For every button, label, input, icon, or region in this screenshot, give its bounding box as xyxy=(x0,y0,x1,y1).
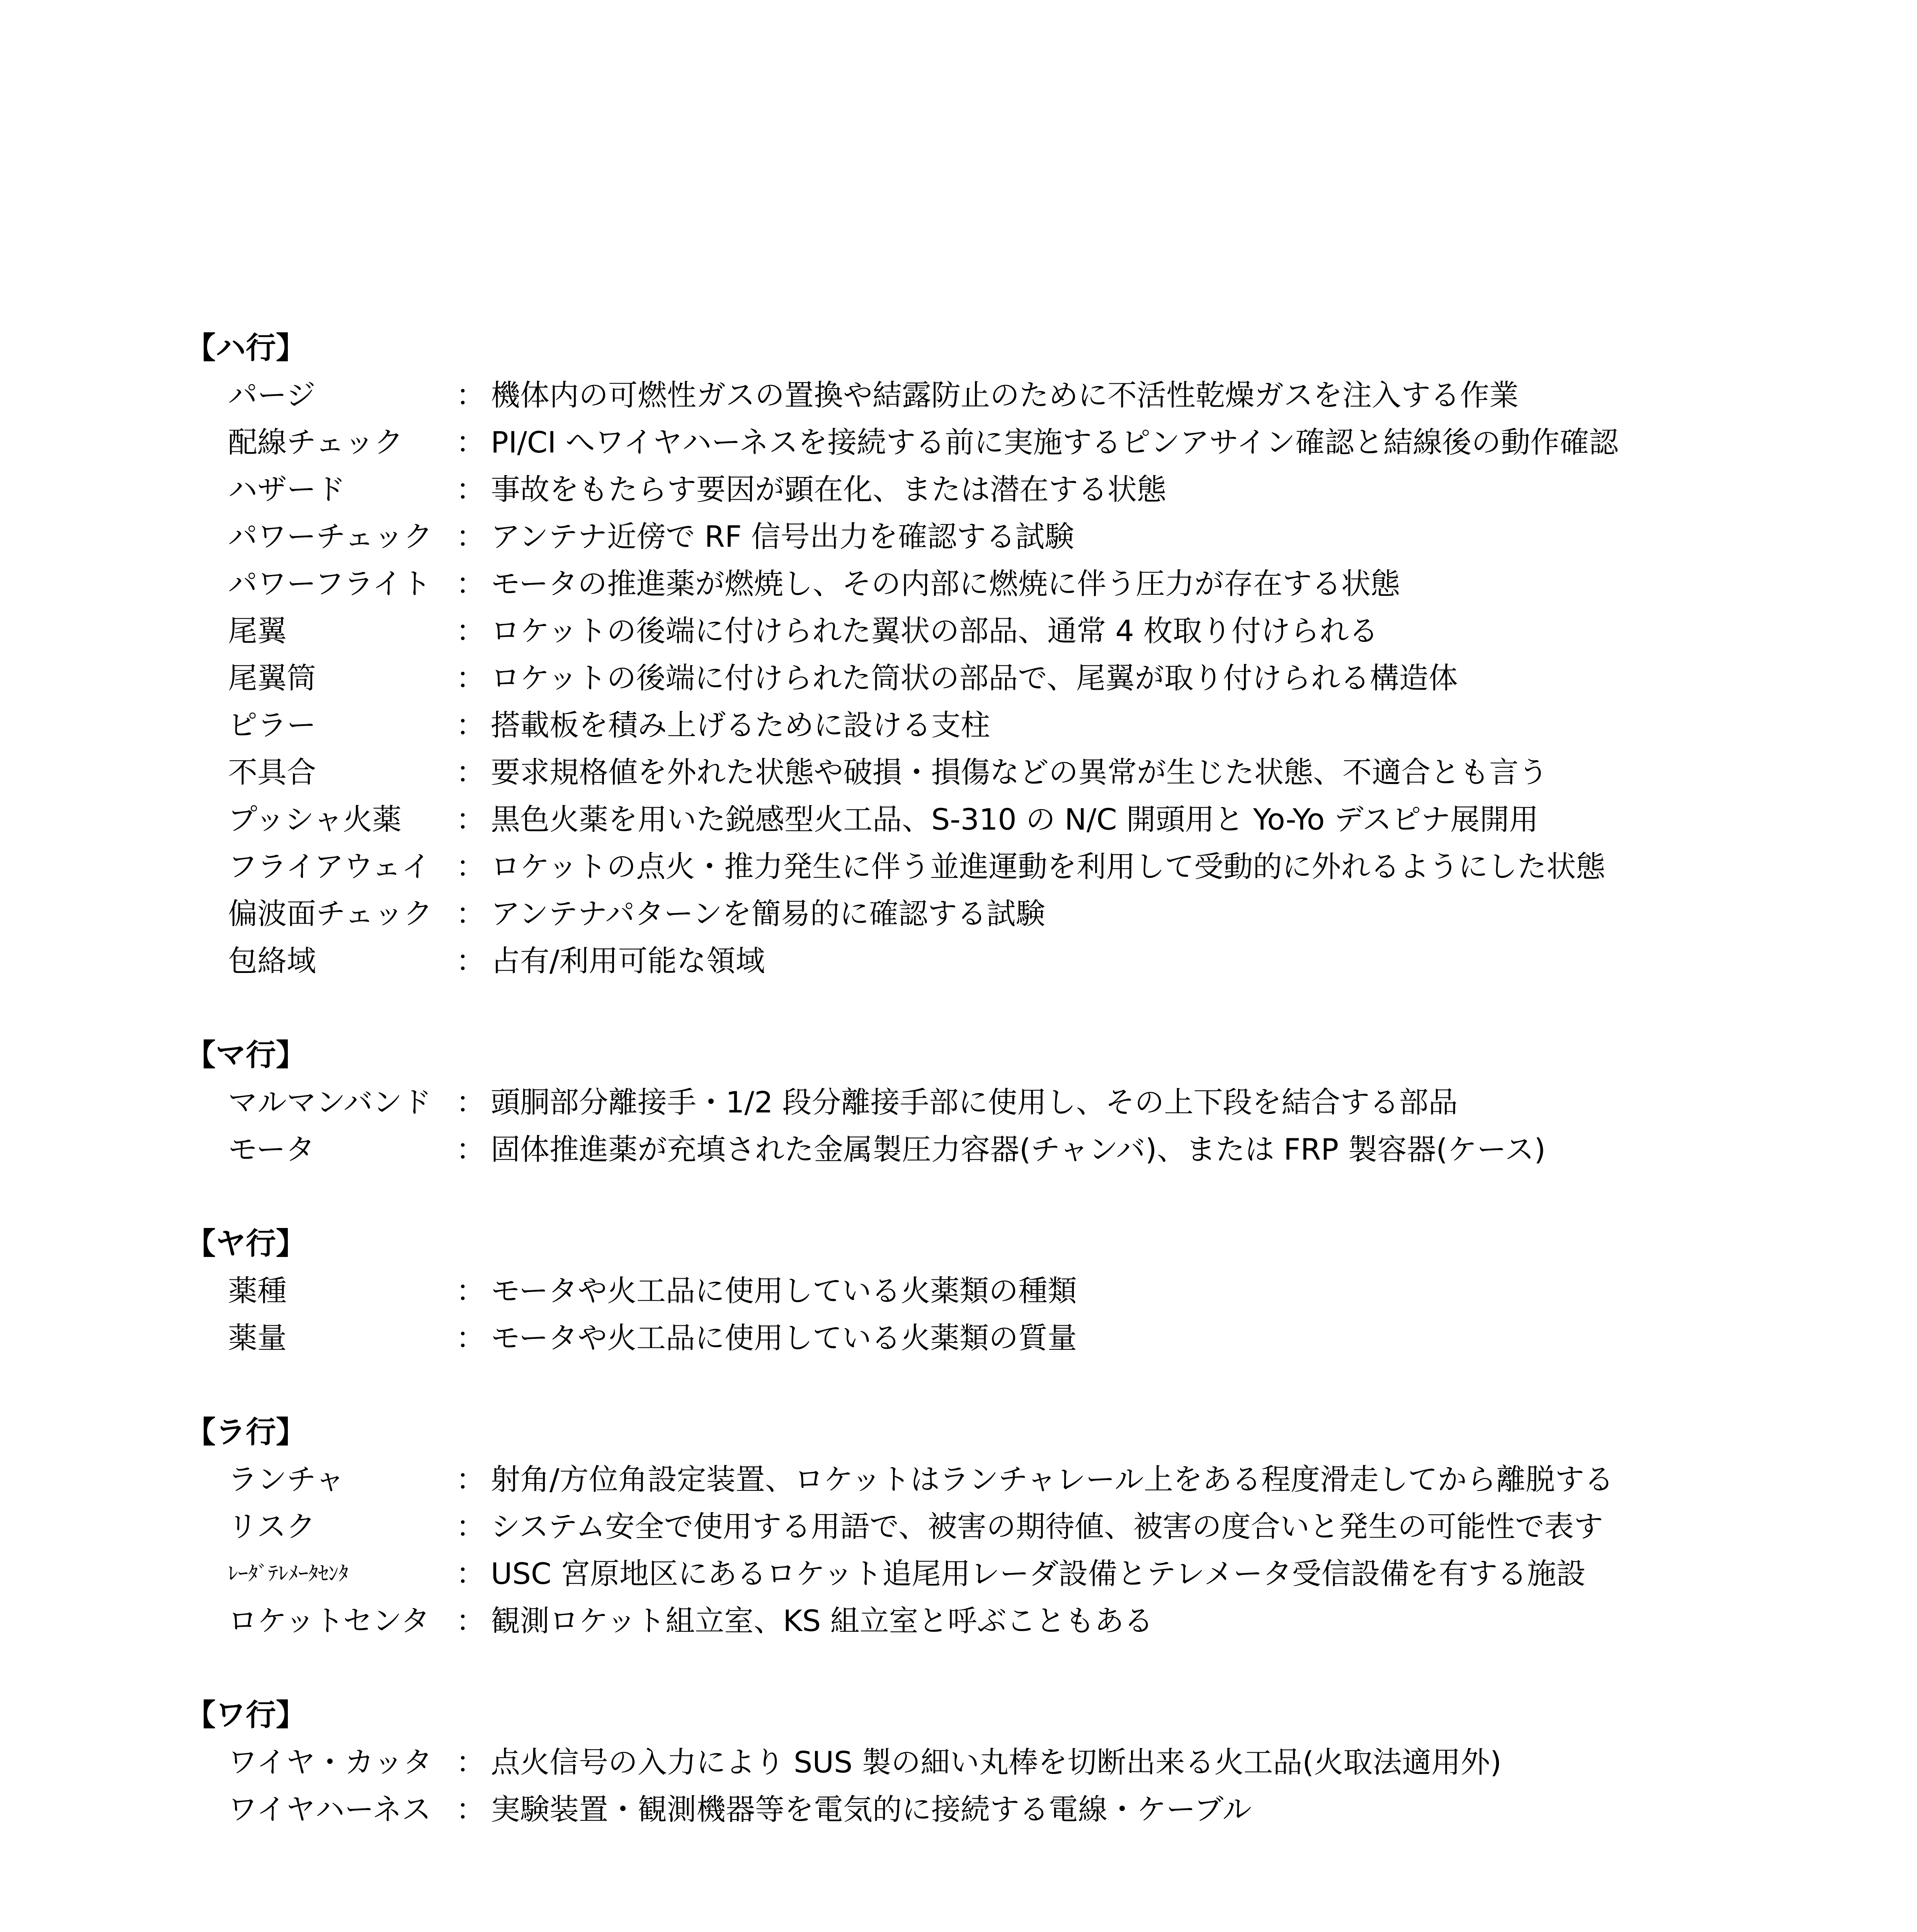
entry-definition: 点火信号の入力により SUS 製の細い丸棒を切断出来る火工品(火取法適用外) xyxy=(491,1745,1502,1779)
entry-term: 尾翼筒 xyxy=(228,661,316,695)
entry-term: ハザード xyxy=(228,472,345,507)
entry-definition: アンテナ近傍で RF 信号出力を確認する試験 xyxy=(491,519,1074,554)
section-heading: 【ラ行】 xyxy=(185,1415,306,1450)
entry-separator: ： xyxy=(456,378,485,412)
entry-definition: 機体内の可燃性ガスの置換や結露防止のために不活性乾燥ガスを注入する作業 xyxy=(491,378,1519,412)
section-wa-gyou xyxy=(185,1692,1770,1833)
entry-separator: ： xyxy=(456,1274,485,1308)
entry-separator: ： xyxy=(456,614,485,648)
entry-definition: 搭載板を積み上げるために設ける支柱 xyxy=(491,708,990,742)
entry-definition: 実験装置・観測機器等を電気的に接続する電線・ケーブル xyxy=(491,1792,1252,1827)
section-heading: 【ヤ行】 xyxy=(185,1226,306,1261)
glossary-entry xyxy=(185,749,1770,796)
entry-definition: 事故をもたらす要因が顕在化、または潜在する状態 xyxy=(491,472,1166,507)
entry-definition: 黒色火薬を用いた鋭感型火工品、S-310 の N/C 開頭用と Yo-Yo デスピナ展開用 xyxy=(491,802,1539,837)
section-heading: 【ワ行】 xyxy=(185,1698,306,1733)
glossary-entry xyxy=(185,607,1770,655)
glossary-entry xyxy=(185,513,1770,560)
entry-separator: ： xyxy=(456,1132,485,1167)
entry-separator: ： xyxy=(456,755,485,789)
glossary-entry xyxy=(185,419,1770,466)
entry-term: 包絡域 xyxy=(228,944,316,978)
entry-separator: ： xyxy=(456,1556,485,1591)
entry-definition: アンテナパターンを簡易的に確認する試験 xyxy=(491,896,1045,931)
entry-definition: ロケットの点火・推力発生に伴う並進運動を利用して受動的に外れるようにした状態 xyxy=(491,849,1606,884)
entry-definition: モータや火工品に使用している火薬類の質量 xyxy=(491,1321,1077,1355)
entry-definition: 固体推進薬が充填された金属製圧力容器(チャンバ)、または FRP 製容器(ケース) xyxy=(491,1132,1546,1167)
entry-separator: ： xyxy=(456,708,485,742)
glossary-entry xyxy=(185,1079,1770,1126)
entry-separator: ： xyxy=(456,1085,485,1119)
entry-term: 薬量 xyxy=(228,1321,287,1355)
entry-definition: 占有/利用可能な領域 xyxy=(491,944,765,978)
glossary-entry xyxy=(185,655,1770,702)
entry-definition: PI/CI へワイヤハーネスを接続する前に実施するピンアサイン確認と結線後の動作確認 xyxy=(491,425,1619,459)
entry-separator: ： xyxy=(456,1509,485,1544)
entry-term: 不具合 xyxy=(228,755,316,789)
entry-term: ピラー xyxy=(228,708,316,742)
entry-term: パージ xyxy=(228,378,316,412)
entry-term: ワイヤハーネス xyxy=(228,1792,431,1827)
glossary-content xyxy=(185,325,1770,1880)
entry-term: パワーフライト xyxy=(228,566,431,601)
entry-definition: USC 宮原地区にあるロケット追尾用レーダ設備とテレメータ受信設備を有する施設 xyxy=(491,1556,1586,1591)
glossary-entry xyxy=(185,890,1770,937)
glossary-entry xyxy=(185,1739,1770,1786)
entry-separator: ： xyxy=(456,896,485,931)
entry-separator: ： xyxy=(456,1462,485,1497)
entry-definition: 観測ロケット組立室、KS 組立室と呼ぶこともある xyxy=(491,1604,1153,1638)
entry-term: フライアウェイ xyxy=(228,849,431,884)
glossary-entry xyxy=(185,1267,1770,1315)
section-ha-gyou xyxy=(185,325,1770,985)
glossary-entry xyxy=(185,1786,1770,1833)
entry-definition: ロケットの後端に付けられた筒状の部品で、尾翼が取り付けられる構造体 xyxy=(491,661,1458,695)
glossary-entry xyxy=(185,372,1770,419)
glossary-entry xyxy=(185,1456,1770,1503)
entry-term: パワーチェック xyxy=(228,519,433,554)
entry-definition: 射角/方位角設定装置、ロケットはランチャレール上をある程度滑走してから離脱する xyxy=(491,1462,1614,1497)
entry-definition: 頭胴部分離接手・1/2 段分離接手部に使用し、その上下段を結合する部品 xyxy=(491,1085,1458,1119)
glossary-entry xyxy=(185,1550,1770,1597)
entry-separator: ： xyxy=(456,1321,485,1355)
section-ra-gyou xyxy=(185,1409,1770,1645)
glossary-entry xyxy=(185,466,1770,513)
glossary-entry xyxy=(185,796,1770,843)
entry-term: 偏波面チェック xyxy=(228,896,433,931)
entry-term: ワイヤ・カッタ xyxy=(228,1745,432,1779)
entry-separator: ： xyxy=(456,1745,485,1779)
entry-definition: 要求規格値を外れた状態や破損・損傷などの異常が生じた状態、不適合とも言う xyxy=(491,755,1548,789)
entry-separator: ： xyxy=(456,849,485,884)
section-heading: 【マ行】 xyxy=(185,1038,306,1073)
entry-term: プッシャ火薬 xyxy=(228,802,402,837)
glossary-entry xyxy=(185,1597,1770,1645)
entry-term: ﾚｰﾀﾞﾃﾚﾒｰﾀｾﾝﾀ xyxy=(228,1562,349,1585)
glossary-entry xyxy=(185,843,1770,890)
section-heading: 【ハ行】 xyxy=(185,331,306,366)
entry-separator: ： xyxy=(456,566,485,601)
entry-separator: ： xyxy=(456,1604,485,1638)
glossary-entry xyxy=(185,1503,1770,1550)
entry-definition: システム安全で使用する用語で、被害の期待値、被害の度合いと発生の可能性で表す xyxy=(491,1509,1603,1544)
entry-separator: ： xyxy=(456,472,485,507)
entry-term: ランチャ xyxy=(228,1462,345,1497)
entry-term: マルマンバンド xyxy=(228,1085,432,1119)
entry-term: ロケットセンタ xyxy=(228,1604,430,1638)
entry-term: リスク xyxy=(228,1509,316,1544)
glossary-entry xyxy=(185,702,1770,749)
glossary-entry xyxy=(185,1315,1770,1362)
entry-separator: ： xyxy=(456,661,485,695)
entry-term: モータ xyxy=(228,1132,315,1167)
entry-definition: ロケットの後端に付けられた翼状の部品、通常 4 枚取り付けられる xyxy=(491,614,1378,648)
entry-separator: ： xyxy=(456,519,485,554)
entry-term: 薬種 xyxy=(228,1274,287,1308)
section-ma-gyou xyxy=(185,1032,1770,1173)
entry-definition: モータや火工品に使用している火薬類の種類 xyxy=(491,1274,1077,1308)
section-ya-gyou xyxy=(185,1220,1770,1362)
entry-term: 尾翼 xyxy=(228,614,287,648)
glossary-entry xyxy=(185,937,1770,985)
entry-separator: ： xyxy=(456,425,485,459)
glossary-entry xyxy=(185,1126,1770,1173)
entry-separator: ： xyxy=(456,802,485,837)
entry-definition: モータの推進薬が燃焼し、その内部に燃焼に伴う圧力が存在する状態 xyxy=(491,566,1400,601)
glossary-entry xyxy=(185,560,1770,607)
entry-separator: ： xyxy=(456,944,485,978)
entry-separator: ： xyxy=(456,1792,485,1827)
entry-term: 配線チェック xyxy=(228,425,403,459)
